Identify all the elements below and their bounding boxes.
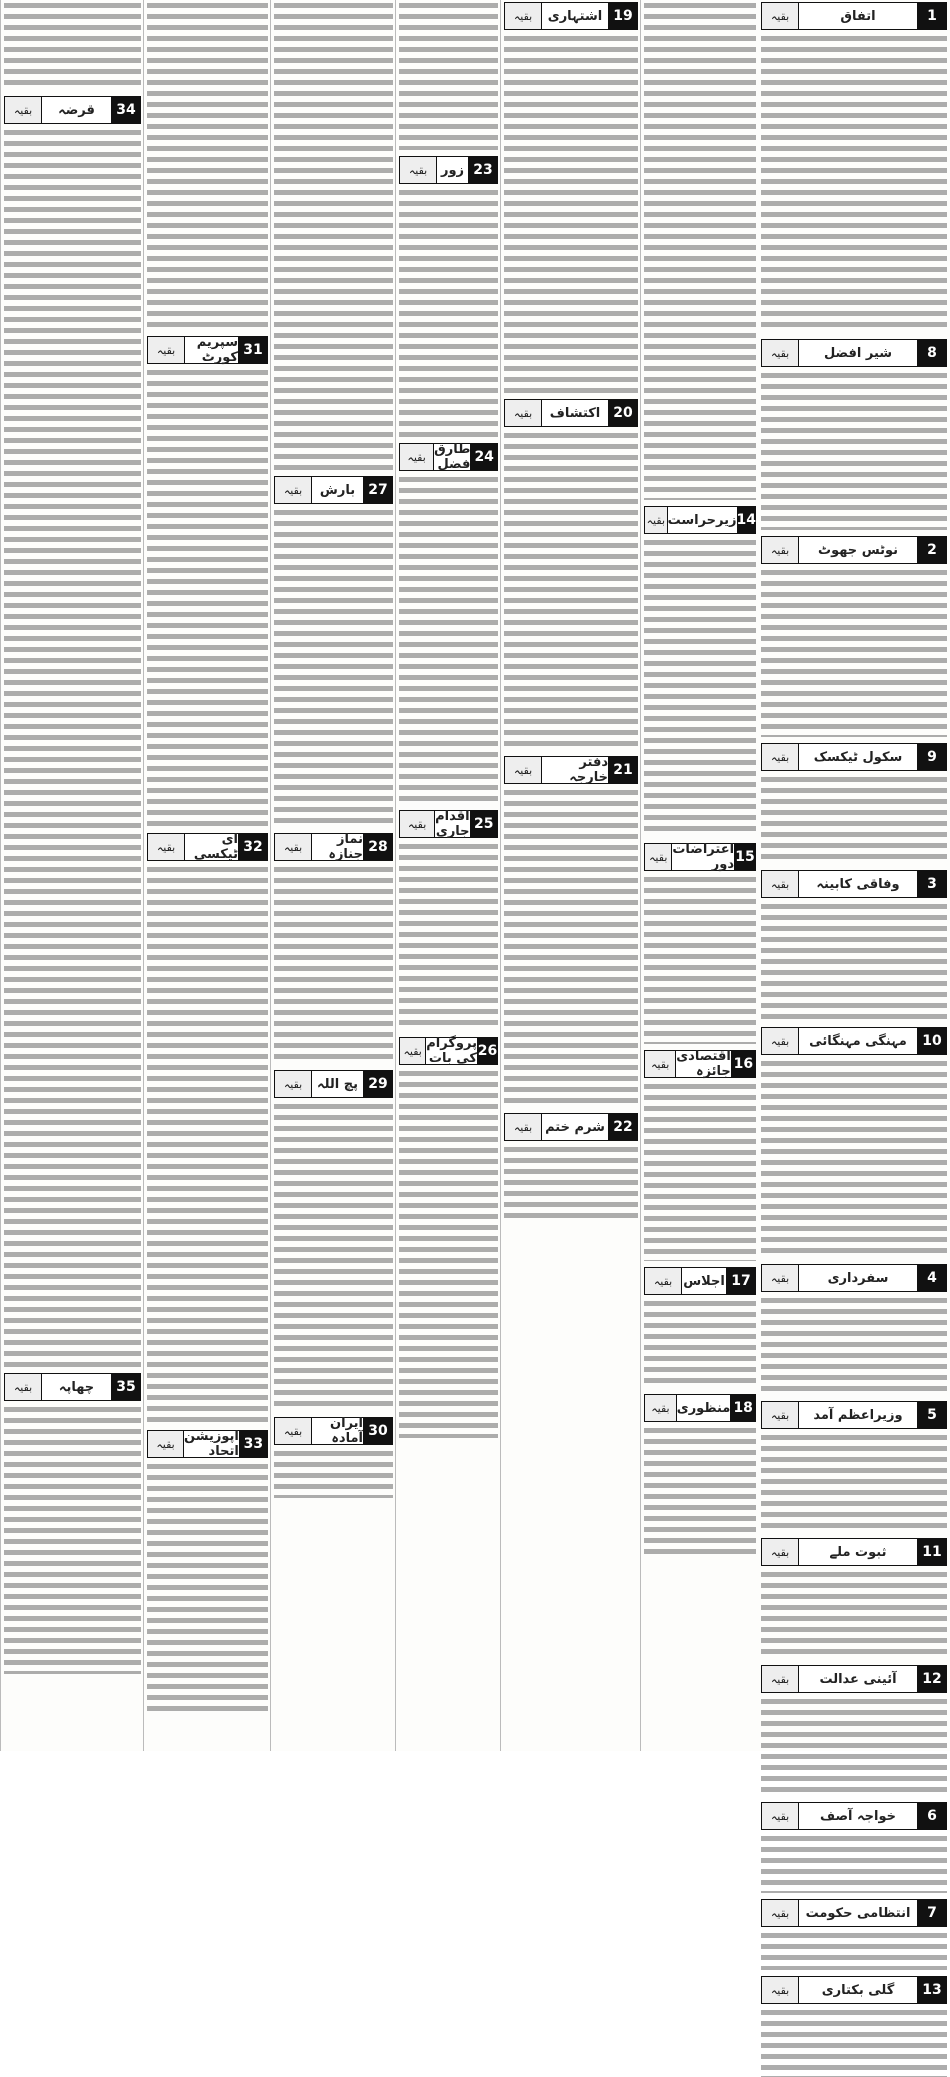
news-column: [0, 0, 144, 1751]
story-body: [4, 0, 141, 90]
story-body: [399, 187, 498, 437]
story-header: [761, 1976, 947, 2004]
story-body: [644, 0, 756, 500]
story-block: [761, 339, 947, 530]
story-number: 18: [730, 1394, 756, 1422]
story-body: [504, 430, 638, 750]
story-title: زیرحراست: [667, 506, 737, 534]
story-number: 25: [470, 810, 498, 838]
story-block: [399, 443, 498, 804]
story-header: [761, 743, 947, 771]
continued-tag: بقیہ: [761, 1802, 798, 1830]
continued-tag: بقیہ: [644, 506, 667, 534]
continued-tag: بقیہ: [399, 156, 436, 184]
story-header: [399, 810, 498, 838]
story-block: [644, 1394, 756, 1555]
story-body: [761, 1696, 947, 1796]
story-number: 19: [608, 2, 638, 30]
story-body: [761, 1295, 947, 1395]
continued-tag: بقیہ: [504, 399, 541, 427]
story-header: [761, 1538, 947, 1566]
news-column: [640, 0, 759, 1751]
story-header: [147, 1430, 268, 1458]
story-block: [399, 810, 498, 1031]
story-body: [274, 0, 393, 470]
story-title: ایران آمادہ: [311, 1417, 363, 1445]
story-number: 20: [608, 399, 638, 427]
story-block: [761, 1538, 947, 1659]
continued-tag: بقیہ: [761, 1976, 798, 2004]
continued-tag: بقیہ: [644, 1394, 676, 1422]
story-number: 4: [917, 1264, 947, 1292]
story-block: [504, 2, 638, 393]
story-block: [761, 1264, 947, 1395]
story-body: [761, 774, 947, 864]
continued-tag: بقیہ: [761, 1665, 798, 1693]
story-title: شیر افضل: [798, 339, 917, 367]
continued-tag: بقیہ: [4, 96, 41, 124]
story-block: [761, 1665, 947, 1796]
story-header: [504, 756, 638, 784]
story-block: [274, 1417, 393, 1498]
story-number: 30: [363, 1417, 393, 1445]
story-block: [399, 0, 498, 150]
story-title: سفرداری: [798, 1264, 917, 1292]
story-block: [761, 1027, 947, 1258]
story-block: [644, 1050, 756, 1261]
story-header: [399, 156, 498, 184]
story-number: 32: [238, 833, 268, 861]
story-title: اقدام جاری: [435, 809, 470, 839]
story-body: [147, 0, 268, 330]
story-number: 14: [737, 506, 756, 534]
story-number: 15: [734, 843, 756, 871]
story-number: 5: [917, 1401, 947, 1429]
story-body: [761, 567, 947, 737]
story-body: [274, 864, 393, 1064]
story-title: بارش: [311, 476, 363, 504]
continued-tag: بقیہ: [274, 1417, 311, 1445]
continued-tag: بقیہ: [504, 2, 541, 30]
story-header: [4, 1373, 141, 1401]
story-header: [274, 476, 393, 504]
story-header: [761, 1027, 947, 1055]
story-block: [761, 1802, 947, 1893]
continued-tag: بقیہ: [761, 1401, 798, 1429]
story-title: ای ٹیکسی: [184, 833, 238, 861]
news-column: [758, 0, 950, 1998]
story-number: 11: [917, 1538, 947, 1566]
story-block: [504, 399, 638, 750]
story-title: پچ اللہ: [311, 1070, 363, 1098]
story-header: [644, 1394, 756, 1422]
story-number: 35: [111, 1373, 141, 1401]
story-body: [147, 367, 268, 827]
story-block: [4, 96, 141, 1367]
story-header: [147, 336, 268, 364]
story-block: [274, 0, 393, 470]
news-column: [143, 0, 271, 1751]
story-block: [4, 0, 141, 90]
story-block: [644, 0, 756, 500]
continued-tag: بقیہ: [644, 1267, 681, 1295]
story-number: 23: [468, 156, 498, 184]
story-header: [761, 339, 947, 367]
story-title: ثبوت ملے: [798, 1538, 917, 1566]
news-column: [270, 0, 396, 1751]
story-title: اکتشاف: [541, 399, 608, 427]
story-block: [761, 1899, 947, 1970]
story-body: [504, 1144, 638, 1224]
continued-tag: بقیہ: [274, 476, 311, 504]
continued-tag: بقیہ: [761, 339, 798, 367]
story-title: زور: [436, 156, 468, 184]
story-block: [644, 843, 756, 1044]
story-title: انتظامی حکومت: [798, 1899, 917, 1927]
story-header: [399, 443, 498, 471]
continued-tag: بقیہ: [761, 1264, 798, 1292]
story-body: [274, 507, 393, 827]
story-header: [644, 843, 756, 871]
story-block: [399, 156, 498, 437]
story-block: [644, 1267, 756, 1388]
story-header: [274, 1070, 393, 1098]
story-title: نوٹس جھوٹ: [798, 536, 917, 564]
story-body: [761, 1432, 947, 1532]
story-number: 28: [363, 833, 393, 861]
story-number: 34: [111, 96, 141, 124]
story-number: 27: [363, 476, 393, 504]
story-block: [274, 1070, 393, 1411]
story-header: [504, 1113, 638, 1141]
story-header: [274, 833, 393, 861]
story-number: 10: [917, 1027, 947, 1055]
story-body: [644, 1425, 756, 1555]
story-header: [504, 399, 638, 427]
story-title: سپریم کورٹ: [184, 336, 238, 364]
continued-tag: بقیہ: [761, 870, 798, 898]
story-body: [644, 537, 756, 837]
story-body: [147, 1461, 268, 1711]
story-title: قرضہ: [41, 96, 111, 124]
story-number: 24: [470, 443, 498, 471]
story-block: [4, 1373, 141, 1674]
story-block: [761, 743, 947, 864]
story-number: 2: [917, 536, 947, 564]
continued-tag: بقیہ: [504, 756, 541, 784]
story-body: [274, 1448, 393, 1498]
continued-tag: بقیہ: [644, 843, 671, 871]
story-number: 26: [477, 1037, 498, 1065]
continued-tag: بقیہ: [644, 1050, 675, 1078]
continued-tag: بقیہ: [399, 1037, 425, 1065]
story-number: 33: [239, 1430, 268, 1458]
news-column: [395, 0, 501, 1751]
story-body: [761, 1833, 947, 1893]
continued-tag: بقیہ: [761, 536, 798, 564]
story-header: [761, 2, 947, 30]
story-header: [761, 536, 947, 564]
continued-tag: بقیہ: [147, 336, 184, 364]
story-body: [761, 370, 947, 530]
story-number: 1: [917, 2, 947, 30]
story-title: طارق فضل: [434, 442, 471, 472]
story-block: [274, 476, 393, 827]
continued-tag: بقیہ: [761, 1538, 798, 1566]
story-header: [761, 1899, 947, 1927]
story-title: اتفاق: [798, 2, 917, 30]
story-number: 21: [608, 756, 638, 784]
continued-tag: بقیہ: [399, 810, 434, 838]
story-title: وفاقی کابینہ: [798, 870, 917, 898]
story-block: [147, 0, 268, 330]
story-body: [4, 127, 141, 1367]
story-body: [761, 1569, 947, 1659]
story-title: اشتہاری: [541, 2, 608, 30]
story-number: 12: [917, 1665, 947, 1693]
story-number: 6: [917, 1802, 947, 1830]
story-title: شرم ختم: [541, 1113, 608, 1141]
story-number: 22: [608, 1113, 638, 1141]
story-body: [761, 1058, 947, 1258]
story-block: [147, 833, 268, 1424]
story-body: [761, 901, 947, 1021]
story-body: [4, 1404, 141, 1674]
continued-tag: بقیہ: [147, 1430, 183, 1458]
story-block: [147, 1430, 268, 1711]
story-body: [147, 864, 268, 1424]
continued-tag: بقیہ: [761, 2, 798, 30]
story-number: 17: [726, 1267, 756, 1295]
story-title: اجلاس: [681, 1267, 726, 1295]
story-body: [504, 787, 638, 1107]
story-title: اقتصادی جائزہ: [676, 1049, 731, 1079]
story-header: [4, 96, 141, 124]
continued-tag: بقیہ: [399, 443, 433, 471]
story-header: [147, 833, 268, 861]
story-title: خواجہ آصف: [798, 1802, 917, 1830]
story-number: 3: [917, 870, 947, 898]
story-number: 16: [731, 1050, 756, 1078]
story-title: آئینی عدالت: [798, 1665, 917, 1693]
story-block: [761, 536, 947, 737]
story-header: [644, 1050, 756, 1078]
story-body: [399, 1068, 498, 1438]
story-number: 8: [917, 339, 947, 367]
story-header: [761, 1264, 947, 1292]
story-title: اپوزیشن اتحاد: [184, 1429, 239, 1459]
continued-tag: بقیہ: [4, 1373, 41, 1401]
story-body: [399, 474, 498, 804]
story-body: [274, 1101, 393, 1411]
story-header: [761, 1665, 947, 1693]
story-body: [644, 874, 756, 1044]
story-title: سکول ٹیکسک: [798, 743, 917, 771]
continued-tag: بقیہ: [761, 1027, 798, 1055]
story-title: دفتر خارجہ: [541, 756, 608, 784]
continued-tag: بقیہ: [274, 1070, 311, 1098]
story-title: وزیراعظم آمد: [798, 1401, 917, 1429]
story-body: [761, 33, 947, 333]
story-block: [504, 756, 638, 1107]
story-title: اعتراضات دور: [672, 842, 735, 872]
story-body: [644, 1081, 756, 1261]
story-number: 7: [917, 1899, 947, 1927]
story-header: [644, 506, 756, 534]
story-block: [761, 1401, 947, 1532]
story-header: [761, 1401, 947, 1429]
continued-tag: بقیہ: [761, 1899, 798, 1927]
story-body: [761, 2007, 947, 2077]
story-block: [504, 1113, 638, 1224]
story-body: [399, 841, 498, 1031]
story-title: پروگرام کی بات: [426, 1036, 477, 1066]
story-block: [761, 1976, 947, 2077]
story-title: چھاپہ: [41, 1373, 111, 1401]
story-body: [399, 0, 498, 150]
story-title: مہنگی مہنگائی: [798, 1027, 917, 1055]
story-number: 13: [917, 1976, 947, 2004]
story-block: [399, 1037, 498, 1438]
story-header: [761, 1802, 947, 1830]
story-block: [274, 833, 393, 1064]
continued-tag: بقیہ: [761, 743, 798, 771]
story-block: [761, 2, 947, 333]
story-header: [399, 1037, 498, 1065]
story-number: 9: [917, 743, 947, 771]
story-header: [644, 1267, 756, 1295]
story-number: 31: [238, 336, 268, 364]
story-title: نماز جنازہ: [311, 833, 363, 861]
story-body: [644, 1298, 756, 1388]
story-header: [274, 1417, 393, 1445]
story-body: [761, 1930, 947, 1970]
story-block: [644, 506, 756, 837]
continued-tag: بقیہ: [147, 833, 184, 861]
continued-tag: بقیہ: [504, 1113, 541, 1141]
story-title: گلی بکتاری: [798, 1976, 917, 2004]
story-number: 29: [363, 1070, 393, 1098]
story-header: [761, 870, 947, 898]
story-block: [761, 870, 947, 1021]
story-title: منظوری: [676, 1394, 731, 1422]
story-body: [504, 33, 638, 393]
news-column: [500, 0, 641, 1751]
continued-tag: بقیہ: [274, 833, 311, 861]
story-block: [147, 336, 268, 827]
story-header: [504, 2, 638, 30]
